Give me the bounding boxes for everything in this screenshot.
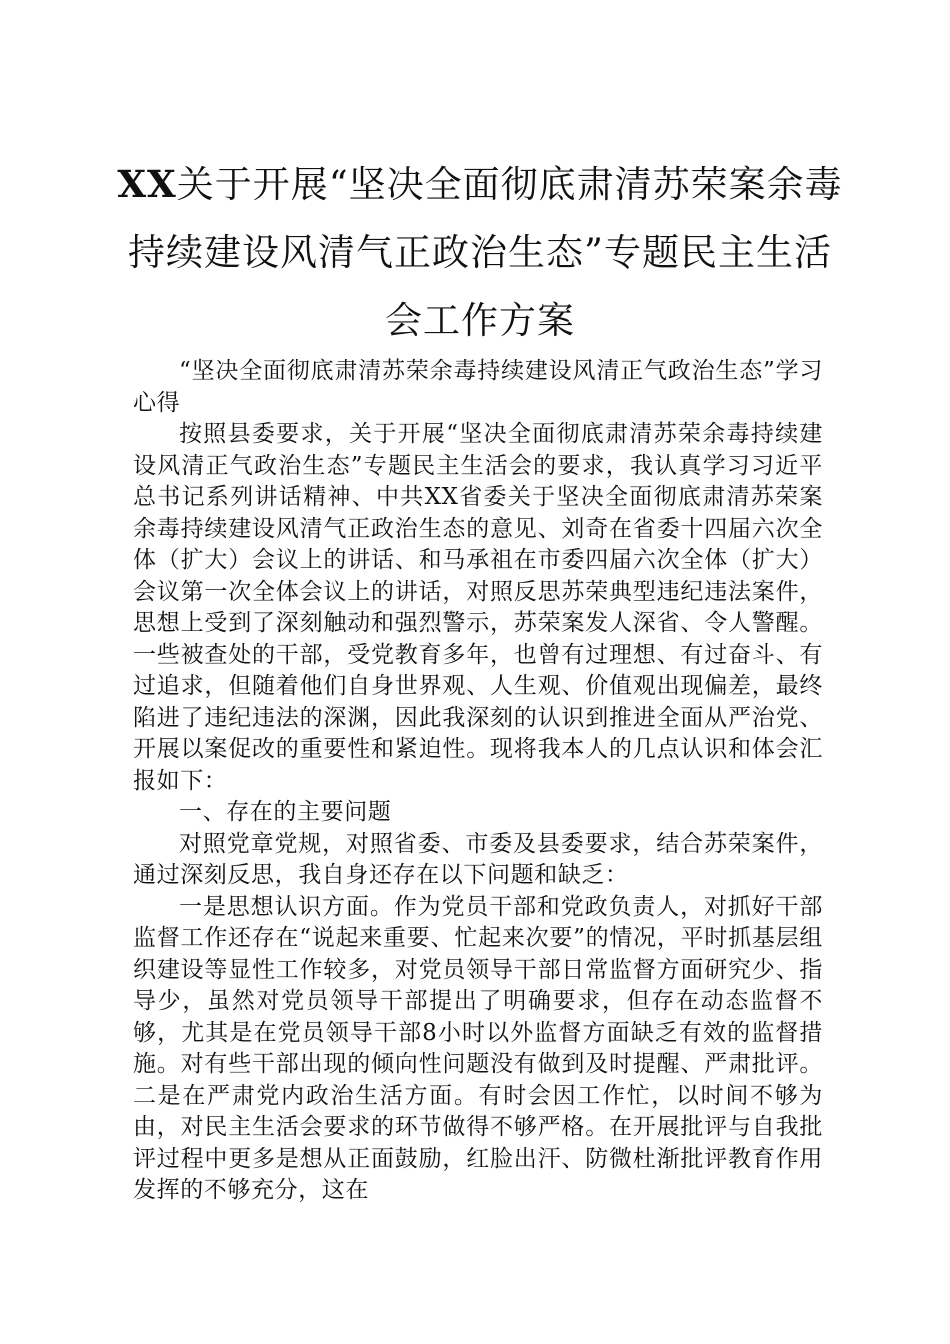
title-line-3: 会工作方案 xyxy=(385,299,575,342)
body-paragraph: 一是思想认识方面。作为党员干部和党政负责人，对抓好干部监督工作还存在“说起来重要、忙起来次要”的情况，平时抓基层组织建设等显性工作较多，对党员领导干部日常监督方面研究少、指导少，虽然对党员领导干部提出了明确要求，但存在动态监督不够，尤其是在党员领导干部8小时以外监督方面缺乏有效的监督措施。对有些干部出现的倾向性问题没有做到及时提醒、严肃批评。二是在严肃党内政治生活方面。有时会因工作忙，以时间不够为由，对民主生活会要求的环节做得不够严格。在开展批评与自我批评过程中更多是想从正面鼓励，红脸出汗、防微杜渐批评教育作用发挥的不够充分，这在 xyxy=(133,893,823,1203)
title-line-2: 持续建设风清气正政治生态”专题民主生活 xyxy=(128,231,832,274)
body-paragraph: 对照党章党规，对照省委、市委及县委要求，结合苏荣案件，通过深刻反思，我自身还存在以下问题和缺乏： xyxy=(133,830,823,888)
title-line-1: 关于开展“坚决全面彻底肃清苏荣案余毒 xyxy=(176,163,843,206)
subtitle-paragraph: “坚决全面彻底肃清苏荣余毒持续建设风清正气政治生态”学习心得 xyxy=(133,358,823,416)
document-title xyxy=(100,150,860,355)
section-heading: 一、存在的主要问题 xyxy=(179,799,392,825)
title-prefix: XX xyxy=(117,162,177,206)
document-body xyxy=(133,356,823,1207)
intro-paragraph: 按照县委要求，关于开展“坚决全面彻底肃清苏荣余毒持续建设风清正气政治生态”专题民主生活会的要求，我认真学习习近平总书记系列讲话精神、中共XX省委关于坚决全面彻底肃清苏荣案余毒持续建设风清气正政治生态的意见、刘奇在省委十四届六次全体（扩大）会议上的讲话、和马承祖在市委四届六次全体（扩大）会议第一次全体会议上的讲话，对照反思苏荣典型违纪违法案件，思想上受到了深刻触动和强烈警示，苏荣案发人深省、令人警醒。一些被查处的干部，受党教育多年，也曾有过理想、有过奋斗、有过追求，但随着他们自身世界观、人生观、价值观出现偏差，最终陷进了违纪违法的深渊，因此我深刻的认识到推进全面从严治党、开展以案促改的重要性和紧迫性。现将我本人的几点认识和体会汇报如下： xyxy=(133,421,823,794)
